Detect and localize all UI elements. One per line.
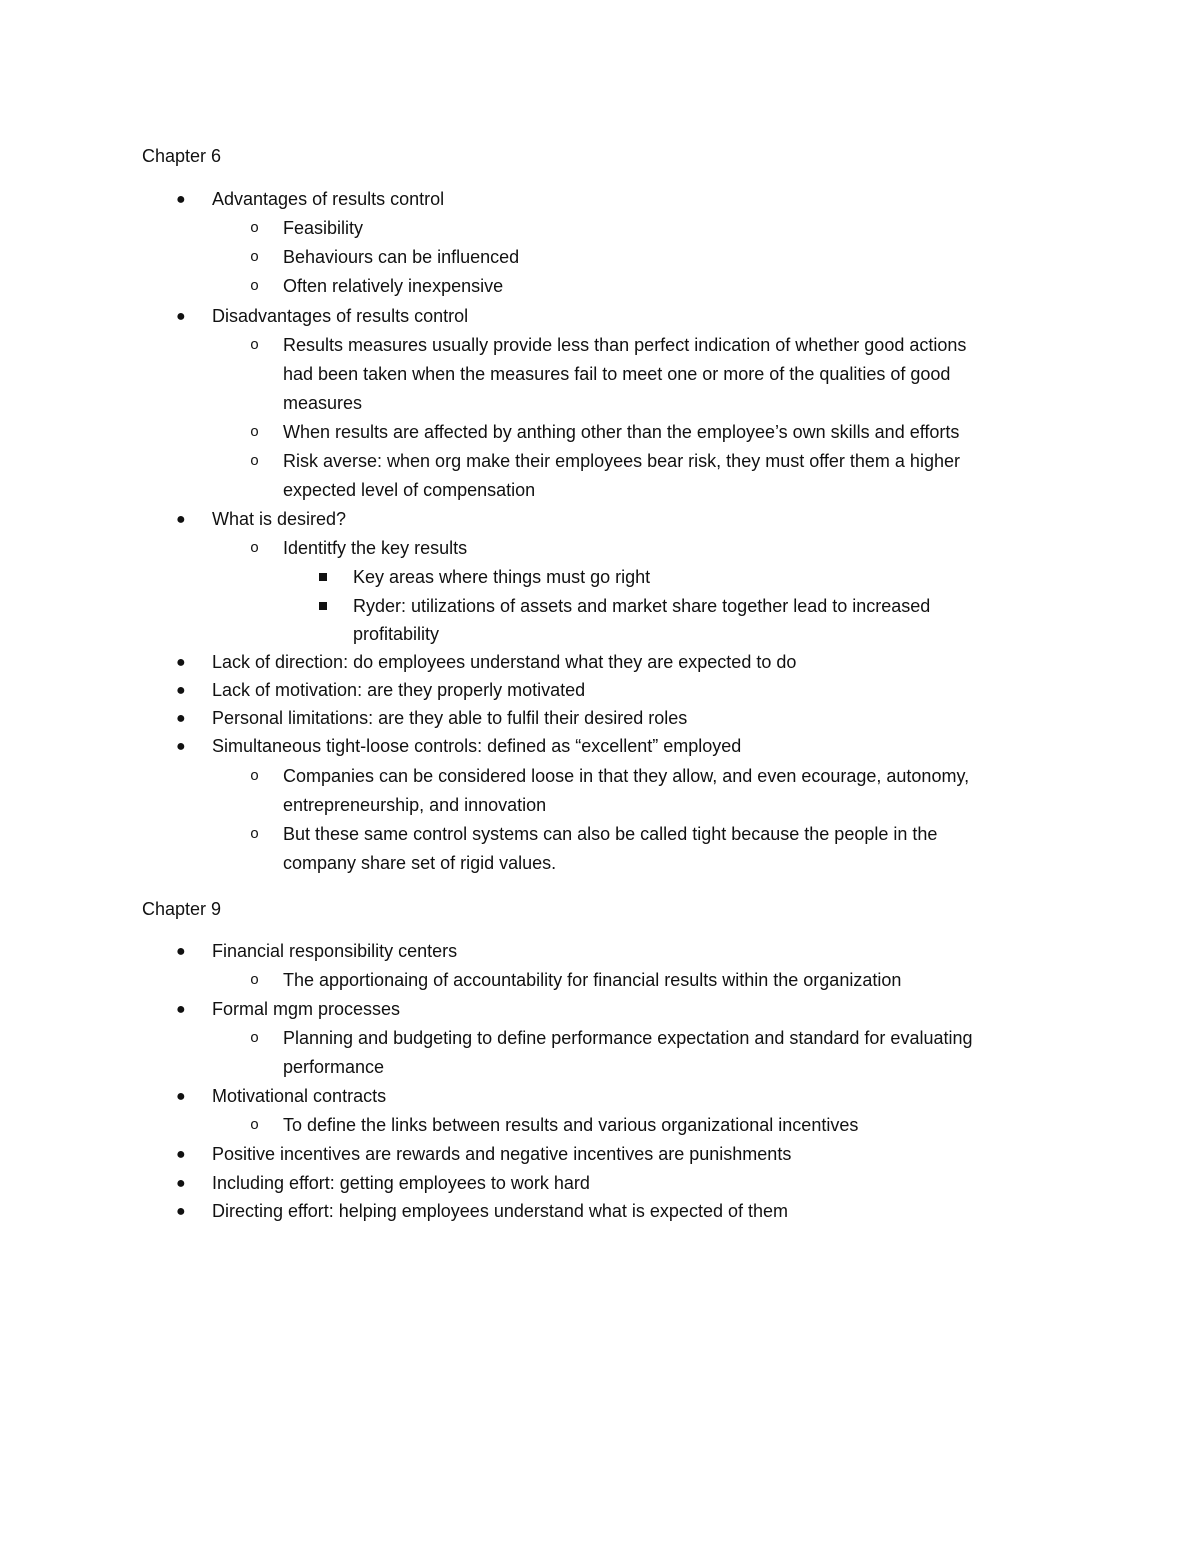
item-text: Often relatively inexpensive <box>283 276 504 296</box>
continuation-line <box>283 791 546 820</box>
circle-bullet-icon: o <box>250 249 260 266</box>
sub-bullet-item <box>250 1024 973 1053</box>
circle-bullet-icon: o <box>250 540 260 557</box>
item-text: The apportionaing of accountability for financial results within the organization <box>283 970 902 990</box>
item-text: Feasibility <box>283 218 364 238</box>
bullet-icon: ● <box>176 943 186 960</box>
item-text: measures <box>283 393 363 413</box>
item-text: Simultaneous tight-loose controls: defined as “excellent” employed <box>212 736 742 756</box>
sub-bullet-item <box>250 447 960 476</box>
item-text: Advantages of results control <box>212 189 445 209</box>
square-bullet-icon <box>319 573 327 581</box>
bullet-item <box>176 1082 387 1111</box>
bullet-item <box>176 732 742 761</box>
bullet-icon: ● <box>176 682 186 699</box>
bullet-icon: ● <box>176 1175 186 1192</box>
chapter-6-heading: Chapter 6 <box>142 146 222 166</box>
bullet-icon: ● <box>176 308 186 325</box>
item-text: Formal mgm processes <box>212 999 401 1019</box>
bullet-item <box>176 1169 590 1198</box>
circle-bullet-icon: o <box>250 768 260 785</box>
circle-bullet-icon: o <box>250 453 260 470</box>
item-text: Key areas where things must go right <box>353 567 651 587</box>
item-text: Lack of direction: do employees understand what they are expected to do <box>212 652 797 672</box>
bullet-item <box>176 995 401 1024</box>
item-text: Positive incentives are rewards and negative incentives are punishments <box>212 1144 792 1164</box>
item-text: Companies can be considered loose in that they allow, and even ecourage, autonomy, <box>283 766 970 786</box>
bullet-item <box>176 1197 788 1226</box>
bullet-item <box>176 302 469 331</box>
item-text: Identitfy the key results <box>283 538 468 558</box>
bullet-item <box>176 185 445 214</box>
sub-bullet-item <box>250 762 970 791</box>
circle-bullet-icon: o <box>250 1117 260 1134</box>
item-text: company share set of rigid values. <box>283 853 557 873</box>
item-text: Motivational contracts <box>212 1086 387 1106</box>
continuation-line <box>283 476 535 505</box>
circle-bullet-icon: o <box>250 1030 260 1047</box>
item-text: Results measures usually provide less than perfect indication of whether good actions <box>283 335 967 355</box>
bullet-icon: ● <box>176 1001 186 1018</box>
bullet-item <box>176 937 458 966</box>
item-text: But these same control systems can also be called tight because the people in the <box>283 824 938 844</box>
sub-sub-bullet-item <box>353 563 650 592</box>
bullet-item <box>176 505 347 534</box>
circle-bullet-icon: o <box>250 826 260 843</box>
item-text: expected level of compensation <box>283 480 536 500</box>
item-text: Behaviours can be influenced <box>283 247 520 267</box>
item-text: To define the links between results and various organizational incentives <box>283 1115 859 1135</box>
continuation-line <box>283 1053 384 1082</box>
square-bullet-icon <box>319 602 327 610</box>
continuation-line <box>283 389 362 418</box>
circle-bullet-icon: o <box>250 972 260 989</box>
bullet-icon: ● <box>176 710 186 727</box>
sub-bullet-item <box>250 418 960 447</box>
item-text: performance <box>283 1057 385 1077</box>
item-text: What is desired? <box>212 509 347 529</box>
bullet-item <box>176 1140 792 1169</box>
bullet-icon: ● <box>176 511 186 528</box>
item-text: Personal limitations: are they able to fulfil their desired roles <box>212 708 688 728</box>
bullet-item <box>176 676 586 705</box>
bullet-icon: ● <box>176 1146 186 1163</box>
bullet-item <box>176 648 797 677</box>
bullet-icon: ● <box>176 654 186 671</box>
continuation-line <box>283 360 950 389</box>
bullet-icon: ● <box>176 191 186 208</box>
sub-sub-bullet-item <box>353 592 930 621</box>
chapter-9-heading: Chapter 9 <box>142 899 222 919</box>
sub-bullet-item <box>250 1111 859 1140</box>
item-text: had been taken when the measures fail to meet one or more of the qualities of good <box>283 364 951 384</box>
item-text: Directing effort: helping employees understand what is expected of them <box>212 1201 788 1221</box>
sub-bullet-item <box>250 820 938 849</box>
circle-bullet-icon: o <box>250 424 260 441</box>
sub-bullet-item <box>250 214 364 243</box>
circle-bullet-icon: o <box>250 337 260 354</box>
item-text: Risk averse: when org make their employees bear risk, they must offer them a higher <box>283 451 960 471</box>
bullet-icon: ● <box>176 738 186 755</box>
sub-bullet-item <box>250 534 468 563</box>
bullet-icon: ● <box>176 1203 186 1220</box>
bullet-item <box>176 704 688 733</box>
circle-bullet-icon: o <box>250 220 260 237</box>
item-text: Planning and budgeting to define performance expectation and standard for evaluating <box>283 1028 973 1048</box>
item-text: Financial responsibility centers <box>212 941 458 961</box>
continuation-line <box>353 620 439 649</box>
item-text: When results are affected by anthing other than the employee’s own skills and efforts <box>283 422 960 442</box>
sub-bullet-item <box>250 966 902 995</box>
item-text: Including effort: getting employees to work hard <box>212 1173 590 1193</box>
sub-bullet-item <box>250 272 504 301</box>
item-text: profitability <box>353 624 440 644</box>
sub-bullet-item <box>250 331 967 360</box>
item-text: Ryder: utilizations of assets and market share together lead to increased <box>353 596 931 616</box>
sub-bullet-item <box>250 243 520 272</box>
continuation-line <box>283 849 556 878</box>
bullet-icon: ● <box>176 1088 186 1105</box>
item-text: entrepreneurship, and innovation <box>283 795 547 815</box>
circle-bullet-icon: o <box>250 278 260 295</box>
item-text: Disadvantages of results control <box>212 306 469 326</box>
item-text: Lack of motivation: are they properly motivated <box>212 680 586 700</box>
